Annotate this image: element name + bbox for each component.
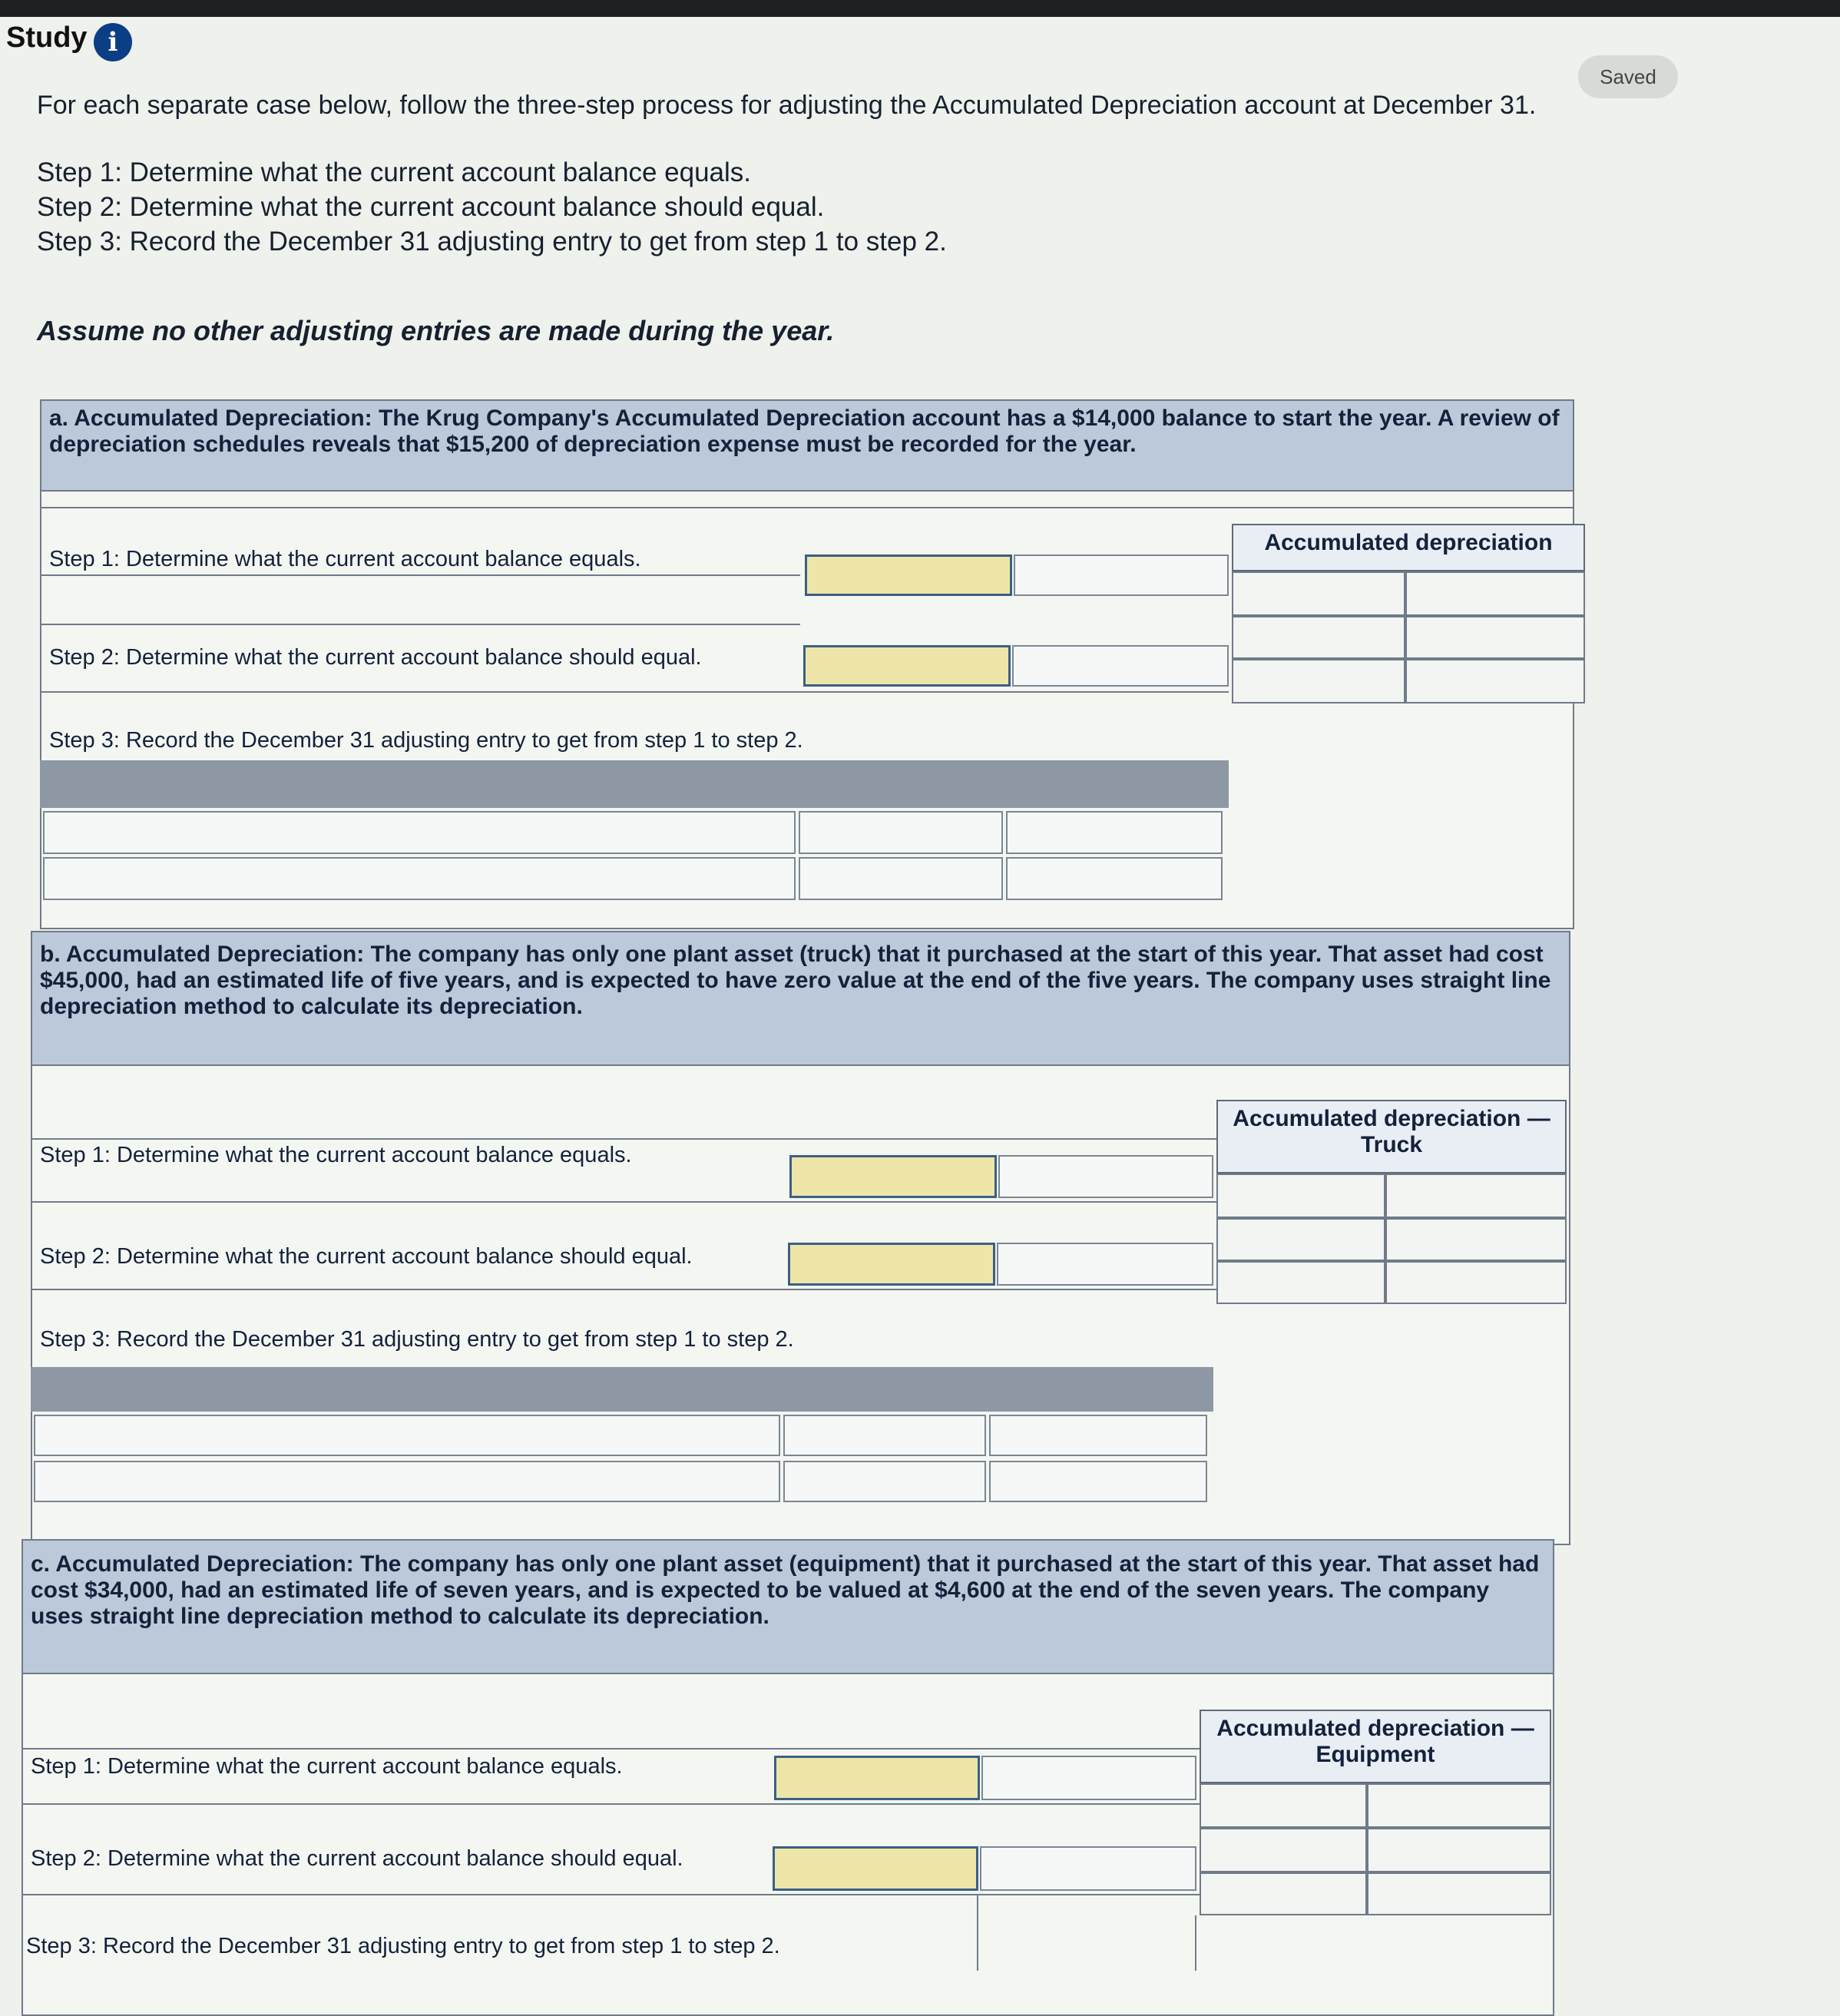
case-b-description: b. Accumulated Depreciation: The company has only one plant asset (truck) that it purchased at the start of this year. That asset had cost $45,000, had an estimated life of five years, and is expected to have zero value at the end of the five years. The company uses straight line depreciation method to calculate its depreciation. xyxy=(31,931,1570,1066)
instruction-step-1: Step 1: Determine what the current account balance equals. xyxy=(37,157,751,187)
case-a-t-credit-total[interactable] xyxy=(1405,659,1585,703)
case-c-step2-label: Step 2: Determine what the current account balance should equal. xyxy=(31,1846,683,1871)
case-b-journal-account-2[interactable] xyxy=(34,1461,780,1502)
case-a-journal-account-1[interactable] xyxy=(43,811,796,854)
case-b-t-account-title: Accumulated depreciation —Truck xyxy=(1216,1100,1567,1174)
case-a-t-debit-2[interactable] xyxy=(1232,616,1405,659)
case-b-t-credit-2[interactable] xyxy=(1385,1218,1567,1261)
assumption-note: Assume no other adjusting entries are made during the year. xyxy=(37,315,835,346)
case-a-journal-debit-1[interactable] xyxy=(799,811,1003,854)
case-c-step2-answer[interactable] xyxy=(773,1846,978,1891)
top-bar xyxy=(0,0,1840,17)
instruction-step-2: Step 2: Determine what the current account balance should equal. xyxy=(37,192,825,222)
instructions-intro: For each separate case below, follow the three-step process for adjusting the Accumulated Depreciation account at December 31. xyxy=(37,91,1537,120)
case-b-journal-debit-1[interactable] xyxy=(783,1415,986,1456)
case-a-t-debit-total[interactable] xyxy=(1232,659,1405,703)
case-a-journal-header xyxy=(40,760,1229,808)
study-label: Study xyxy=(6,22,88,54)
case-b-t-credit-total[interactable] xyxy=(1385,1261,1567,1304)
case-b-row-divider xyxy=(31,1289,1216,1290)
case-b-journal-account-1[interactable] xyxy=(34,1415,780,1456)
case-b-t-debit-total[interactable] xyxy=(1216,1261,1385,1304)
case-a-step1-label: Step 1: Determine what the current account balance equals. xyxy=(49,547,641,571)
case-a-step2-answer[interactable] xyxy=(803,645,1011,687)
saved-status-button[interactable]: Saved xyxy=(1578,55,1678,98)
case-a-row-divider xyxy=(40,507,1574,508)
case-a-row-divider xyxy=(40,691,1229,693)
case-c-description: c. Accumulated Depreciation: The company has only one plant asset (equipment) that it purchased at the start of this year. That asset had cost $34,000, had an estimated life of seven years, and is expected to be valued at $4,600 at the end of the seven years. The company uses straight line depreciation method to calculate its depreciation. xyxy=(22,1539,1554,1674)
case-a-step2-label: Step 2: Determine what the current account balance should equal. xyxy=(49,645,702,670)
case-c-t-credit-2[interactable] xyxy=(1367,1828,1551,1872)
case-a-step3-label: Step 3: Record the December 31 adjusting entry to get from step 1 to step 2. xyxy=(49,728,803,753)
case-b-journal-debit-2[interactable] xyxy=(783,1461,986,1502)
case-b-row-divider xyxy=(31,1138,1216,1140)
case-a-t-debit-1[interactable] xyxy=(1232,571,1405,616)
instruction-step-3: Step 3: Record the December 31 adjusting entry to get from step 1 to step 2. xyxy=(37,227,947,257)
case-a-description: a. Accumulated Depreciation: The Krug Company's Accumulated Depreciation account has a $14,000 balance to start the year. A review of depreciation schedules reveals that $15,200 of depreciation expense must be recorded for the year. xyxy=(40,399,1574,492)
case-c-t-debit-total[interactable] xyxy=(1200,1872,1367,1915)
case-c-row-divider xyxy=(22,1748,1200,1750)
case-b-journal-credit-1[interactable] xyxy=(989,1415,1207,1456)
case-c-step3-label: Step 3: Record the December 31 adjusting entry to get from step 1 to step 2. xyxy=(26,1934,780,1958)
case-b-step1-label: Step 1: Determine what the current account balance equals. xyxy=(40,1143,632,1167)
case-c-row-divider xyxy=(22,1894,1200,1895)
case-c-t-debit-2[interactable] xyxy=(1200,1828,1367,1872)
case-b-t-debit-1[interactable] xyxy=(1216,1174,1385,1218)
case-a-t-credit-2[interactable] xyxy=(1405,616,1585,659)
case-b-journal-header xyxy=(31,1367,1213,1412)
case-b-row-divider xyxy=(31,1201,1216,1203)
case-a-journal-account-2[interactable] xyxy=(43,857,796,900)
case-b-t-credit-1[interactable] xyxy=(1385,1174,1567,1218)
case-b-step1-input[interactable] xyxy=(998,1155,1213,1198)
case-a-journal-debit-2[interactable] xyxy=(799,857,1003,900)
case-c-step1-input[interactable] xyxy=(981,1756,1196,1800)
case-a-row-divider xyxy=(40,574,800,576)
case-b-journal-credit-2[interactable] xyxy=(989,1461,1207,1502)
case-a-step1-answer[interactable] xyxy=(805,554,1012,596)
case-c-t-account-title: Accumulated depreciation —Equipment xyxy=(1200,1710,1551,1783)
case-b-step3-label: Step 3: Record the December 31 adjusting entry to get from step 1 to step 2. xyxy=(40,1327,794,1352)
case-c-t-debit-1[interactable] xyxy=(1200,1783,1367,1828)
case-c-t-credit-1[interactable] xyxy=(1367,1783,1551,1828)
info-icon[interactable]: i xyxy=(94,23,132,61)
case-c-row-divider xyxy=(22,1803,1200,1805)
case-a-t-credit-1[interactable] xyxy=(1405,571,1585,616)
case-b-step1-answer[interactable] xyxy=(789,1155,997,1198)
case-a-journal-credit-2[interactable] xyxy=(1006,857,1223,900)
case-a-step1-input[interactable] xyxy=(1014,554,1229,596)
case-c-step1-label: Step 1: Determine what the current account balance equals. xyxy=(31,1754,623,1779)
case-a-journal-credit-1[interactable] xyxy=(1006,811,1223,854)
case-a-row-divider xyxy=(40,624,800,625)
case-a-t-account-title: Accumulated depreciation xyxy=(1232,524,1585,571)
case-c-step1-answer[interactable] xyxy=(774,1756,980,1800)
case-b-step2-input[interactable] xyxy=(997,1243,1213,1286)
case-c-column-divider xyxy=(1195,1915,1196,1971)
case-c-step2-input[interactable] xyxy=(980,1846,1196,1891)
case-a-step2-input[interactable] xyxy=(1012,645,1229,687)
case-c-column-divider xyxy=(977,1894,978,1971)
case-b-t-debit-2[interactable] xyxy=(1216,1218,1385,1261)
case-b-step2-label: Step 2: Determine what the current account balance should equal. xyxy=(40,1244,693,1269)
case-b-step2-answer[interactable] xyxy=(788,1243,995,1286)
case-c-t-credit-total[interactable] xyxy=(1367,1872,1551,1915)
